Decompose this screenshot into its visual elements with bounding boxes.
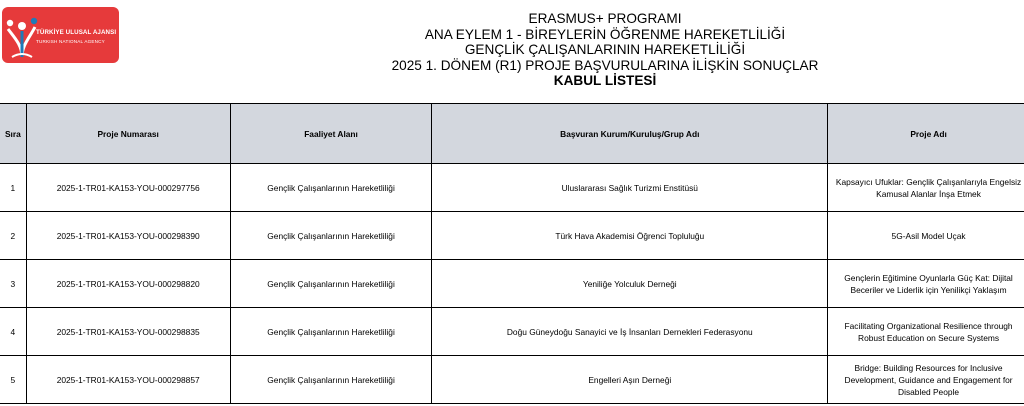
- agency-logo: [2, 7, 119, 63]
- cell-project-name: Gençlerin Eğitimine Oyunlarla Güç Kat: Dijital Beceriler ve Liderlik için Yenilikçi Yaklaşım: [828, 260, 1024, 308]
- cell-project-number: 2025-1-TR01-KA153-YOU-000298857: [26, 356, 230, 404]
- cell-applicant: Doğu Güneydoğu Sanayici ve İş İnsanları Dernekleri Federasyonu: [432, 308, 828, 356]
- table-row: [0, 308, 1024, 356]
- cell-applicant: Yeniliğe Yolculuk Derneği: [432, 260, 828, 308]
- column-header-sira: Sıra: [0, 104, 26, 164]
- table-row: [0, 164, 1024, 212]
- cell-applicant: Engelleri Aşın Derneği: [432, 356, 828, 404]
- cell-sira: 4: [0, 308, 26, 356]
- cell-project-number: 2025-1-TR01-KA153-YOU-000298835: [26, 308, 230, 356]
- cell-project-number: 2025-1-TR01-KA153-YOU-000298820: [26, 260, 230, 308]
- heading-line-program: ERASMUS+ PROGRAMI: [528, 11, 682, 26]
- heading-line-list-title: KABUL LİSTESİ: [553, 73, 657, 89]
- cell-activity-area: Gençlik Çalışanlarının Hareketliliği: [230, 212, 432, 260]
- column-header-applicant: Başvuran Kurum/Kuruluş/Grup Adı: [432, 104, 828, 164]
- cell-activity-area: Gençlik Çalışanlarının Hareketliliği: [230, 308, 432, 356]
- cell-activity-area: Gençlik Çalışanlarının Hareketliliği: [230, 356, 432, 404]
- document-heading: [190, 11, 1020, 89]
- results-table: [0, 103, 1024, 404]
- column-header-project-name: Proje Adı: [828, 104, 1024, 164]
- cell-activity-area: Gençlik Çalışanlarının Hareketliliği: [230, 260, 432, 308]
- cell-applicant: Türk Hava Akademisi Öğrenci Topluluğu: [432, 212, 828, 260]
- table-row: [0, 356, 1024, 404]
- cell-activity-area: Gençlik Çalışanlarının Hareketliliği: [230, 164, 432, 212]
- cell-applicant: Uluslararası Sağlık Turizmi Enstitüsü: [432, 164, 828, 212]
- cell-project-name: Facilitating Organizational Resilience through Robust Education on Secure Systems: [828, 308, 1024, 356]
- logo-agency-subtitle: TURKISH NATIONAL AGENCY: [36, 39, 105, 44]
- cell-sira: 3: [0, 260, 26, 308]
- cell-project-name: Kapsayıcı Ufuklar: Gençlik Çalışanlarıyla Engelsiz Kamusal Alanlar İnşa Etmek: [828, 164, 1024, 212]
- heading-line-mobility: GENÇLİK ÇALIŞANLARININ HAREKETLİLİĞİ: [464, 42, 746, 58]
- cell-project-name: 5G-Asil Model Uçak: [828, 212, 1024, 260]
- logo-agency-name: TÜRKİYE ULUSAL AJANSI: [36, 29, 117, 36]
- column-header-activity-area: Faaliyet Alanı: [230, 104, 432, 164]
- heading-line-action: ANA EYLEM 1 - BİREYLERİN ÖĞRENME HAREKETLİLİĞİ: [424, 26, 786, 42]
- cell-project-number: 2025-1-TR01-KA153-YOU-000297756: [26, 164, 230, 212]
- cell-sira: 2: [0, 212, 26, 260]
- table-row: [0, 212, 1024, 260]
- cell-project-name: Bridge: Building Resources for Inclusive Development, Guidance and Engagement for Disabled People: [828, 356, 1024, 404]
- column-header-project-number: Proje Numarası: [26, 104, 230, 164]
- cell-project-number: 2025-1-TR01-KA153-YOU-000298390: [26, 212, 230, 260]
- table-row: [0, 260, 1024, 308]
- cell-sira: 1: [0, 164, 26, 212]
- cell-sira: 5: [0, 356, 26, 404]
- heading-line-results: 2025 1. DÖNEM (R1) PROJE BAŞVURULARINA İLİŞKİN SONUÇLAR: [391, 57, 819, 73]
- table-header-row: [0, 104, 1024, 164]
